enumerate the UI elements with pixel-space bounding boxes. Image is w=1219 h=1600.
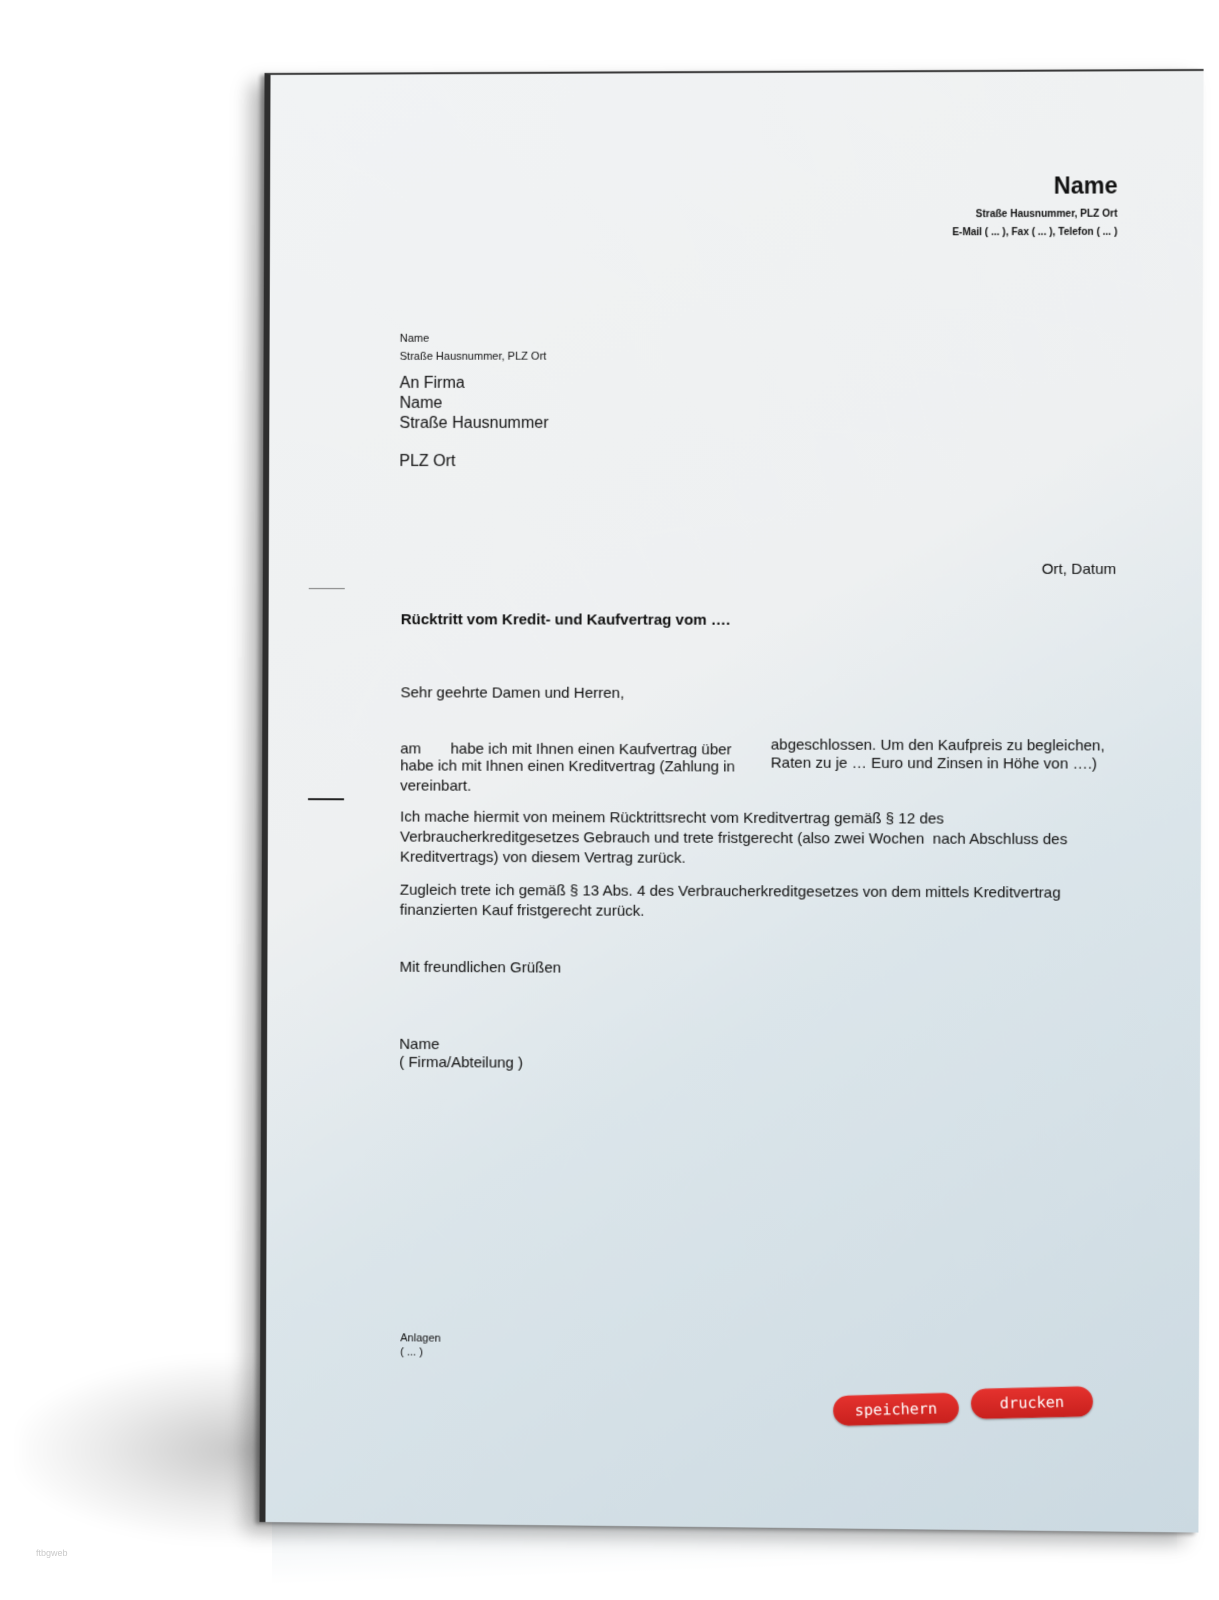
recipient-line-2: Name [399, 394, 443, 412]
body-line: Ich mache hiermit von meinem Rücktrittsrecht vom Kreditvertrag gemäß § 12 des [400, 808, 945, 828]
save-button[interactable]: speichern [833, 1393, 960, 1426]
recipient-line-4: PLZ Ort [399, 452, 456, 470]
body-line: Zugleich trete ich gemäß § 13 Abs. 4 des Verbraucherkreditgesetzes von dem mittels Kreditvertrag [399, 881, 1061, 902]
letter-page [259, 69, 1203, 1533]
body-line: Verbraucherkreditgesetzes Gebrauch und trete fristgerecht (also zwei Wochen nach Abschluss des [399, 828, 1068, 849]
body-line: am habe ich mit Ihnen einen Kaufvertrag über [400, 740, 732, 759]
sender-name: Name [1053, 172, 1118, 199]
recipient-line-1: An Firma [399, 374, 465, 392]
body-line: abgeschlossen. Um den Kaufpreis zu begleichen, [770, 736, 1105, 755]
sender-contact: E-Mail ( ... ), Fax ( ... ), Telefon ( ... ) [952, 226, 1118, 239]
recipient-line-3: Straße Hausnummer [399, 414, 549, 432]
closing-greeting: Mit freundlichen Grüßen [399, 958, 562, 977]
letter-subject: Rücktritt vom Kredit- und Kaufvertrag vom …. [400, 611, 731, 629]
body-line: Raten zu je … Euro und Zinsen in Höhe von ….) [770, 754, 1098, 773]
body-line: habe ich mit Ihnen einen Kreditvertrag (Zahlung in [400, 757, 736, 776]
body-line: vereinbart. [400, 777, 472, 795]
fold-mark [309, 588, 345, 589]
return-address-name: Name [399, 332, 430, 345]
body-line: finanzierten Kauf fristgerecht zurück. [399, 901, 645, 920]
return-address-street: Straße Hausnummer, PLZ Ort [399, 350, 547, 363]
sender-street: Straße Hausnummer, PLZ Ort [975, 208, 1118, 221]
print-button[interactable]: drucken [971, 1386, 1094, 1419]
watermark-text: ftbgweb [36, 1548, 68, 1558]
body-line: Kreditvertrags) von diesem Vertrag zurück. [399, 848, 686, 867]
salutation: Sehr geehrte Damen und Herren, [400, 684, 625, 702]
place-date: Ort, Datum [1041, 560, 1117, 578]
attachments-value: ( ... ) [400, 1346, 423, 1359]
attachments-label: Anlagen [400, 1332, 441, 1345]
punch-mark [308, 798, 344, 800]
signature-department: ( Firma/Abteilung ) [399, 1053, 524, 1072]
signature-name: Name [399, 1035, 440, 1054]
